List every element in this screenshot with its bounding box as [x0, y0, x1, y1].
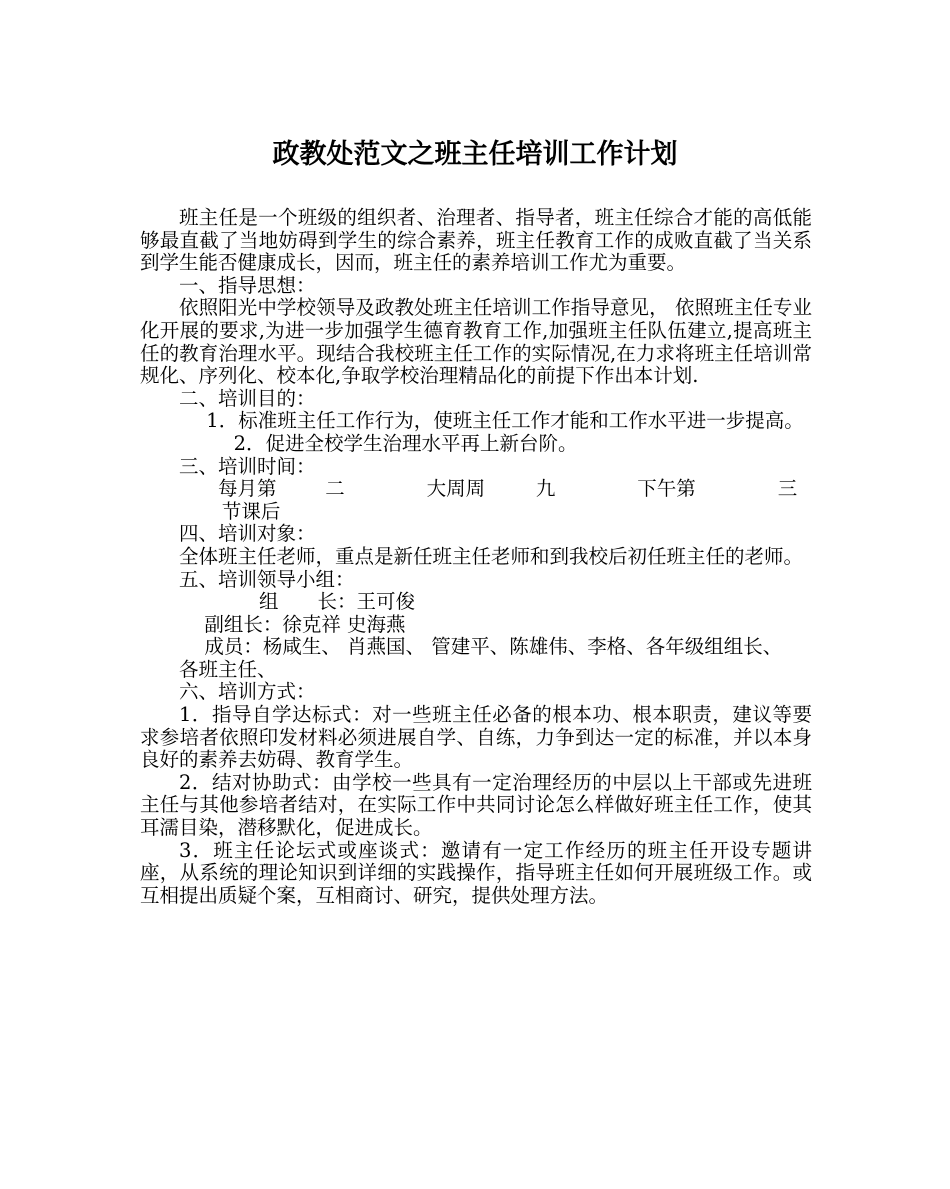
leader-name: 王可俊: [356, 590, 415, 614]
section1-heading: 一、指导思想：: [179, 273, 316, 297]
document-body: [140, 207, 812, 907]
schedule-part-4: 九: [535, 477, 556, 501]
schedule-part-5: 下午第: [637, 477, 696, 501]
leader-line: [140, 591, 812, 614]
members-line: 成员：杨咸生、 肖燕国、 管建平、陈雄伟、李格、各年级组组长、: [204, 635, 783, 659]
schedule-part-3: 大周周: [426, 477, 486, 501]
method-3: 3．班主任论坛式或座谈式：邀请有一定工作经历的班主任开设专题讲座，从系统的理论知识到详细的实践操作，指导班主任如何开展班级工作。或互相提出质疑个案，互相商讨、研究，提供处理方法。: [140, 838, 812, 907]
method-2: 2．结对协助式：由学校一些具有一定治理经历的中层以上干部或先进班主任与其他参培者结对，在实际工作中共同讨论怎么样做好班主任工作，使其耳濡目染，潜移默化，促进成长。: [140, 770, 812, 840]
section4-heading: 四、培训对象：: [179, 522, 316, 546]
deputy-label: 副组长：: [204, 612, 283, 636]
section1-paragraph: 依照阳光中学校领导及政教处班主任培训工作指导意见， 依照班主任专业化开展的要求,为进一步加强学生德育教育工作,加强班主任队伍建立,提高班主任的教育治理水平。现结合我校班主任工作的实际情况,在力求将班主任培训常规化、序列化、校本化,争取学校治理精品化的前提下作出本计划.: [140, 296, 812, 388]
schedule-part-6: 三: [777, 477, 798, 501]
schedule-part-7: 节课后: [221, 499, 281, 523]
schedule-line: [140, 478, 812, 523]
section2-heading: 二、培训目的：: [179, 386, 316, 410]
schedule-part-1: 每月第: [218, 477, 277, 501]
leader-label: 组 长：: [258, 590, 357, 614]
intro-paragraph: 班主任是一个班级的组织者、治理者、指导者，班主任综合才能的高低能够最直截了当地妨碍到学生的综合素养，班主任教育工作的成败直截了当关系到学生能否健康成长，因而，班主任的素养培训工作尤为重要。: [140, 206, 812, 275]
section4-paragraph: 全体班主任老师，重点是新任班主任老师和到我校后初任班主任的老师。: [179, 544, 804, 568]
method-1: 1．指导自学达标式：对一些班主任必备的根本功、根本职责，建议等要求参培者依照印发材料必须进展自学、自练，力争到达一定的标准，并以本身良好的素养去妨碍、教育学生。: [140, 703, 812, 772]
section3-heading: 三、培训时间：: [179, 454, 316, 478]
deputy-line: [140, 614, 812, 637]
goal-1: 1．标准班主任工作行为，使班主任工作才能和工作水平进一步提高。: [206, 409, 804, 433]
goal-2: 2．促进全校学生治理水平再上新台阶。: [233, 431, 578, 455]
members-line-2: 各班主任、: [179, 657, 277, 681]
deputy-names: 徐克祥 史海燕: [282, 612, 406, 636]
schedule-part-2: 二: [325, 477, 345, 501]
section6-heading: 六、培训方式：: [179, 680, 316, 704]
document-title: 政教处范文之班主任培训工作计划: [272, 139, 678, 170]
section5-heading: 五、培训领导小组：: [179, 567, 355, 591]
